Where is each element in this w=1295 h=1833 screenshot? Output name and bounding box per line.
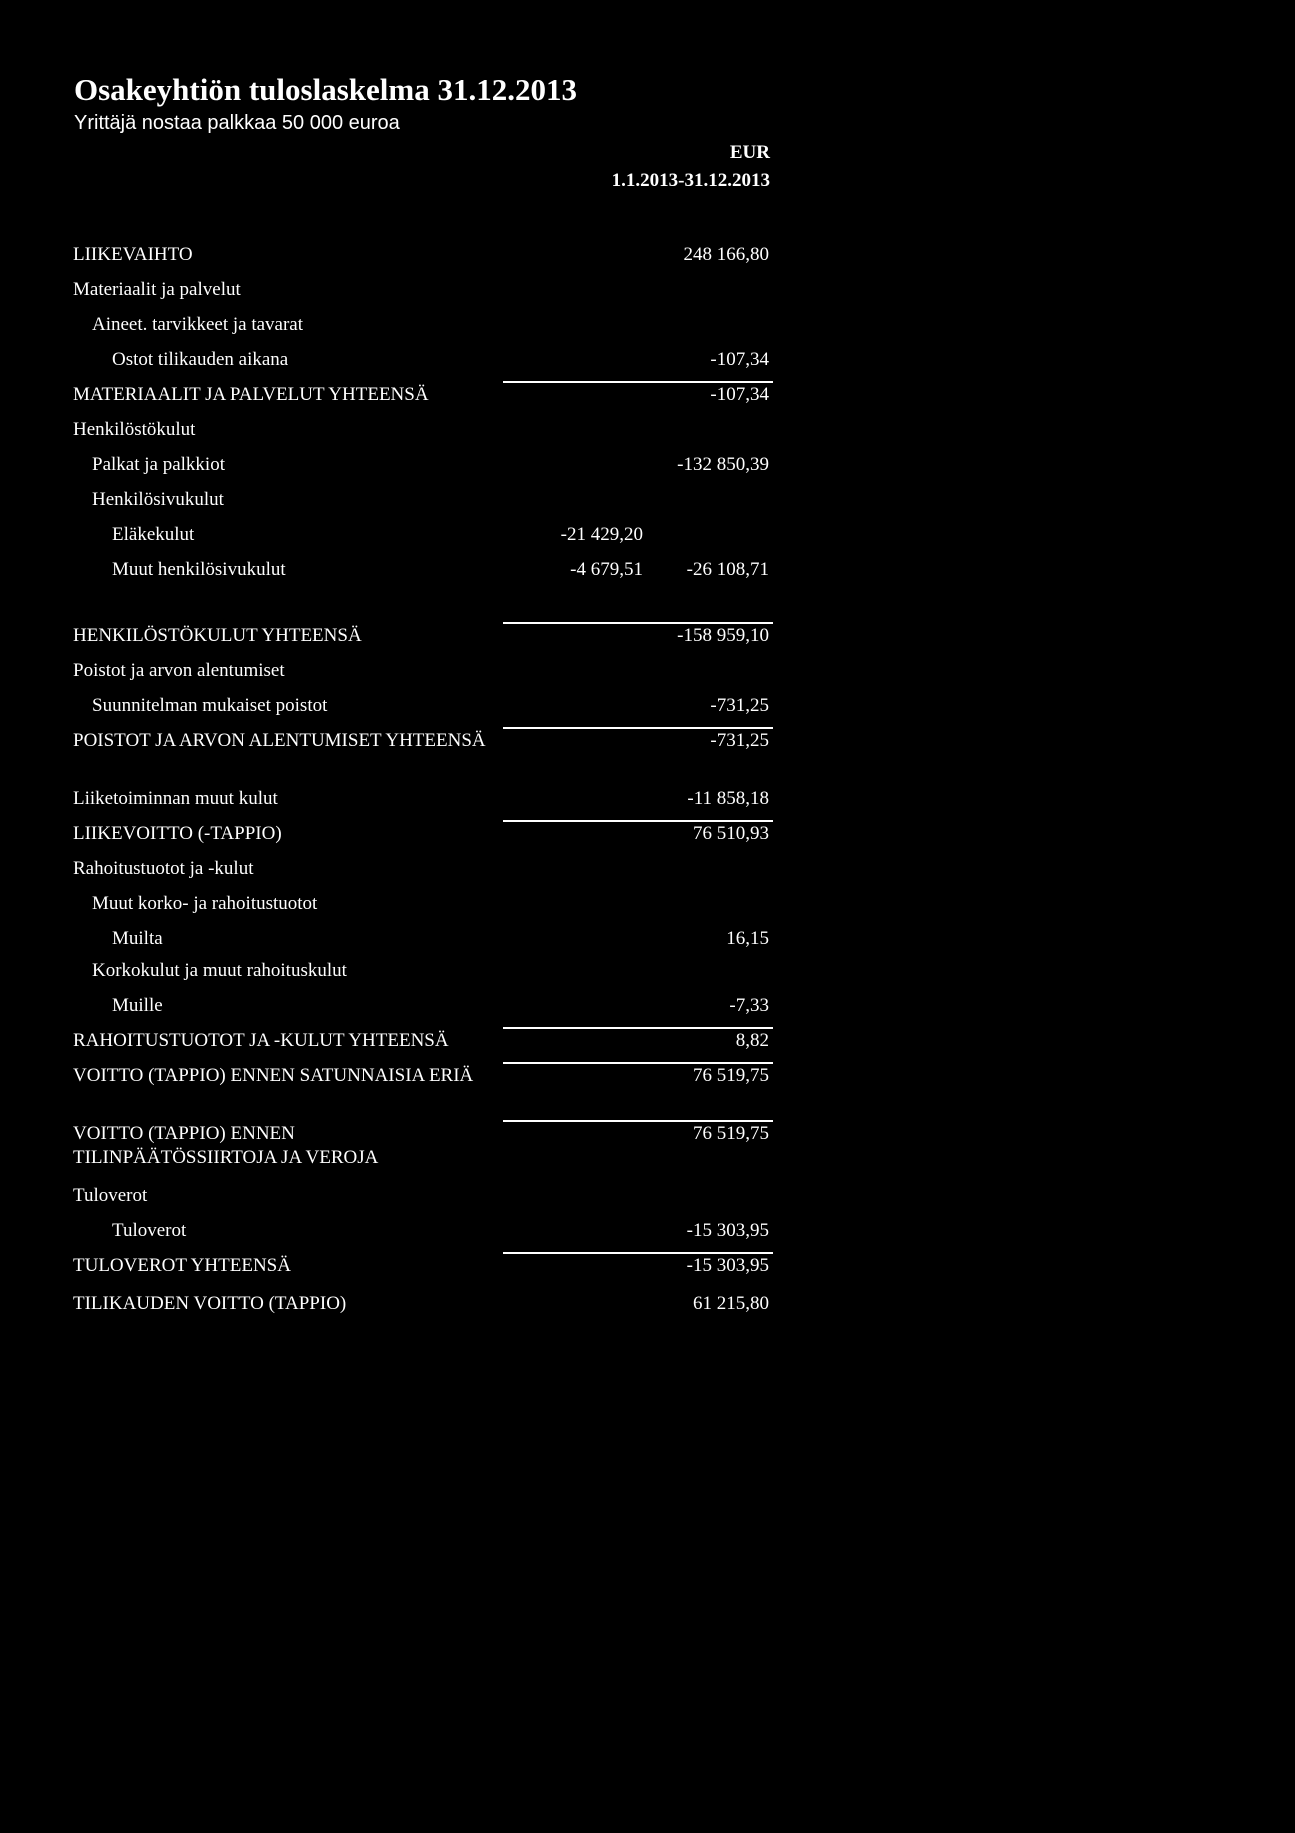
row-label: Liiketoiminnan muut kulut <box>73 788 278 809</box>
row-amount: 8,82 <box>735 1030 769 1051</box>
row-amount: 61 215,80 <box>693 1293 769 1314</box>
subtotal-rule <box>503 1027 773 1029</box>
row-label: Palkat ja palkkiot <box>92 454 225 475</box>
row-amount: 76 510,93 <box>693 823 769 844</box>
row-amount: -731,25 <box>710 695 769 716</box>
row-detail-amount: -4 679,51 <box>570 559 643 580</box>
row-amount: -15 303,95 <box>686 1255 769 1276</box>
row-label: TULOVEROT YHTEENSÄ <box>73 1255 291 1276</box>
row-label: RAHOITUSTUOTOT JA -KULUT YHTEENSÄ <box>73 1030 449 1051</box>
row-label: VOITTO (TAPPIO) ENNEN SATUNNAISIA ERIÄ <box>73 1065 474 1086</box>
row-label: LIIKEVOITTO (-TAPPIO) <box>73 823 282 844</box>
row-amount: 16,15 <box>726 928 769 949</box>
page-subtitle: Yrittäjä nostaa palkkaa 50 000 euroa <box>74 112 400 134</box>
row-label: Suunnitelman mukaiset poistot <box>92 695 328 716</box>
row-label: Henkilöstökulut <box>73 419 196 440</box>
row-amount: 76 519,75 <box>693 1065 769 1086</box>
row-label: Poistot ja arvon alentumiset <box>73 660 285 681</box>
row-amount: -7,33 <box>729 995 769 1016</box>
row-label: Tuloverot <box>112 1220 187 1241</box>
row-label: LIIKEVAIHTO <box>73 244 193 265</box>
row-detail-amount: -21 429,20 <box>560 524 643 545</box>
row-label: Rahoitustuotot ja -kulut <box>73 858 254 879</box>
row-label: Eläkekulut <box>112 524 195 545</box>
row-label: MATERIAALIT JA PALVELUT YHTEENSÄ <box>73 384 429 405</box>
row-label: Henkilösivukulut <box>92 489 224 510</box>
row-label: Tuloverot <box>73 1185 148 1206</box>
row-label: Materiaalit ja palvelut <box>73 279 241 300</box>
page-title: Osakeyhtiön tuloslaskelma 31.12.2013 <box>74 72 577 107</box>
row-amount: -15 303,95 <box>686 1220 769 1241</box>
row-amount: 76 519,75 <box>693 1123 769 1144</box>
row-amount: -132 850,39 <box>677 454 769 475</box>
row-label: Muille <box>112 995 163 1016</box>
row-label: Muut henkilösivukulut <box>112 559 286 580</box>
row-label: POISTOT JA ARVON ALENTUMISET YHTEENSÄ <box>73 730 486 751</box>
row-amount: -107,34 <box>710 384 769 405</box>
period-header: 1.1.2013-31.12.2013 <box>611 170 770 191</box>
row-label: Aineet. tarvikkeet ja tavarat <box>92 314 304 335</box>
row-label: Ostot tilikauden aikana <box>112 349 289 370</box>
row-label: HENKILÖSTÖKULUT YHTEENSÄ <box>73 625 362 646</box>
row-amount: 248 166,80 <box>683 244 769 265</box>
row-amount: -731,25 <box>710 730 769 751</box>
row-label: VOITTO (TAPPIO) ENNEN TILINPÄÄTÖSSIIRTOJA JA VEROJA <box>73 1123 379 1168</box>
row-amount: -26 108,71 <box>686 559 769 580</box>
row-label: Muilta <box>112 928 163 949</box>
row-label: TILIKAUDEN VOITTO (TAPPIO) <box>73 1293 347 1314</box>
currency-header: EUR <box>729 142 770 163</box>
row-amount: -158 959,10 <box>677 625 769 646</box>
row-amount: -107,34 <box>710 349 769 370</box>
row-label: Korkokulut ja muut rahoituskulut <box>92 960 347 981</box>
row-label: Muut korko- ja rahoitustuotot <box>92 893 318 914</box>
row-amount: -11 858,18 <box>687 788 769 809</box>
